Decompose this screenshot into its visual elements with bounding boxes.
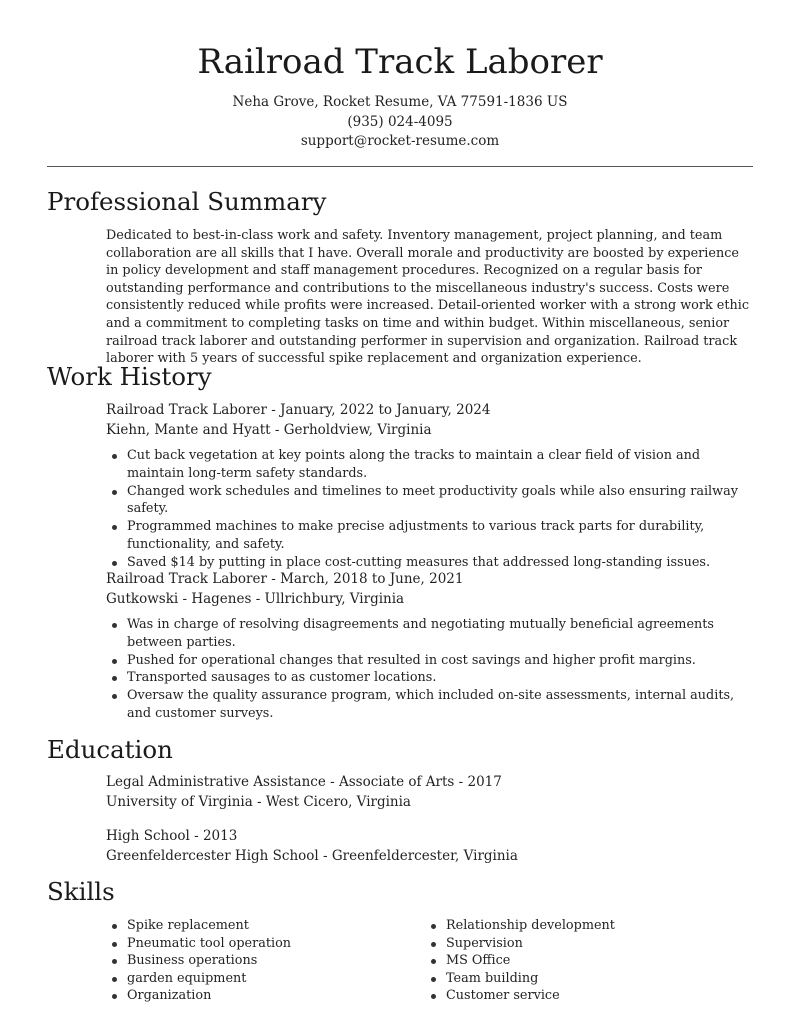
degree: Legal Administrative Assistance - Associate of Arts - 2017 xyxy=(106,774,502,790)
education-heading: Education xyxy=(47,735,173,764)
list-item: Changed work schedules and timelines to meet productivity goals while also ensuring railway safety. xyxy=(106,483,754,519)
job-heading: Railroad Track Laborer - January, 2022 to January, 2024 xyxy=(106,402,491,418)
job-entry xyxy=(106,570,754,723)
skill-item: Pneumatic tool operation xyxy=(106,935,416,953)
skills-list xyxy=(425,917,745,1005)
list-item: Pushed for operational changes that resulted in cost savings and higher profit margins. xyxy=(106,652,754,670)
contact-info xyxy=(0,93,800,152)
skills-left-column xyxy=(106,917,416,1005)
education-entry xyxy=(106,773,754,812)
list-item: Was in charge of resolving disagreements and negotiating mutually beneficial agreements between parties. xyxy=(106,616,754,652)
header-divider xyxy=(47,166,753,167)
skill-item: Team building xyxy=(425,970,745,988)
skill-item: Customer service xyxy=(425,987,745,1005)
list-item: Cut back vegetation at key points along the tracks to maintain a clear field of vision and maintain long-term safety standards. xyxy=(106,447,754,483)
degree: High School - 2013 xyxy=(106,828,238,844)
skill-item: Relationship development xyxy=(425,917,745,935)
skills-right-column xyxy=(425,917,745,1005)
job-entry xyxy=(106,401,754,572)
work-history-heading: Work History xyxy=(47,362,212,391)
education-entry xyxy=(106,827,754,866)
list-item: Saved $14 by putting in place cost-cutting measures that addressed long-standing issues. xyxy=(106,554,754,572)
job-employer: Gutkowski - Hagenes - Ullrichbury, Virginia xyxy=(106,590,405,607)
email: support@rocket-resume.com xyxy=(300,133,500,149)
job-bullets xyxy=(106,616,754,723)
list-item: Programmed machines to make precise adjustments to various track parts for durability, functionality, and safety. xyxy=(106,518,754,554)
skill-item: Supervision xyxy=(425,935,745,953)
skill-item: Spike replacement xyxy=(106,917,416,935)
summary-text: Dedicated to best-in-class work and safety. Inventory management, project planning, and team collaboration are all skills that I have. Overall morale and productivity are boosted by experience in policy development and staff management procedures. Recognized on a regular basis for outstanding performance and contributions to the miscellaneous industry's success. Costs were consistently reduced while profits were increased. Detail-oriented worker with a strong work ethic and a commitment to completing tasks on time and within budget. Within miscellaneous, senior railroad track laborer and outstanding performer in supervision and organization. Railroad track laborer with 5 years of successful spike replacement and organization experience. xyxy=(106,228,750,367)
skill-item: MS Office xyxy=(425,952,745,970)
job-bullets xyxy=(106,447,754,572)
skill-item: Business operations xyxy=(106,952,416,970)
address: Neha Grove, Rocket Resume, VA 77591-1836 US xyxy=(232,94,568,110)
skills-heading: Skills xyxy=(47,877,115,906)
list-item: Transported sausages to as customer locations. xyxy=(106,669,754,687)
school: University of Virginia - West Cicero, Virginia xyxy=(106,793,411,810)
school: Greenfeldercester High School - Greenfeldercester, Virginia xyxy=(106,847,518,864)
job-employer: Kiehn, Mante and Hyatt - Gerholdview, Virginia xyxy=(106,421,432,438)
skills-list xyxy=(106,917,416,1005)
skill-item: garden equipment xyxy=(106,970,416,988)
skill-item: Organization xyxy=(106,987,416,1005)
candidate-name: Railroad Track Laborer xyxy=(197,42,603,82)
list-item: Oversaw the quality assurance program, which included on-site assessments, internal audits, and customer surveys. xyxy=(106,687,754,723)
summary-heading: Professional Summary xyxy=(47,187,327,216)
job-heading: Railroad Track Laborer - March, 2018 to June, 2021 xyxy=(106,571,464,587)
phone: (935) 024-4095 xyxy=(347,113,453,130)
